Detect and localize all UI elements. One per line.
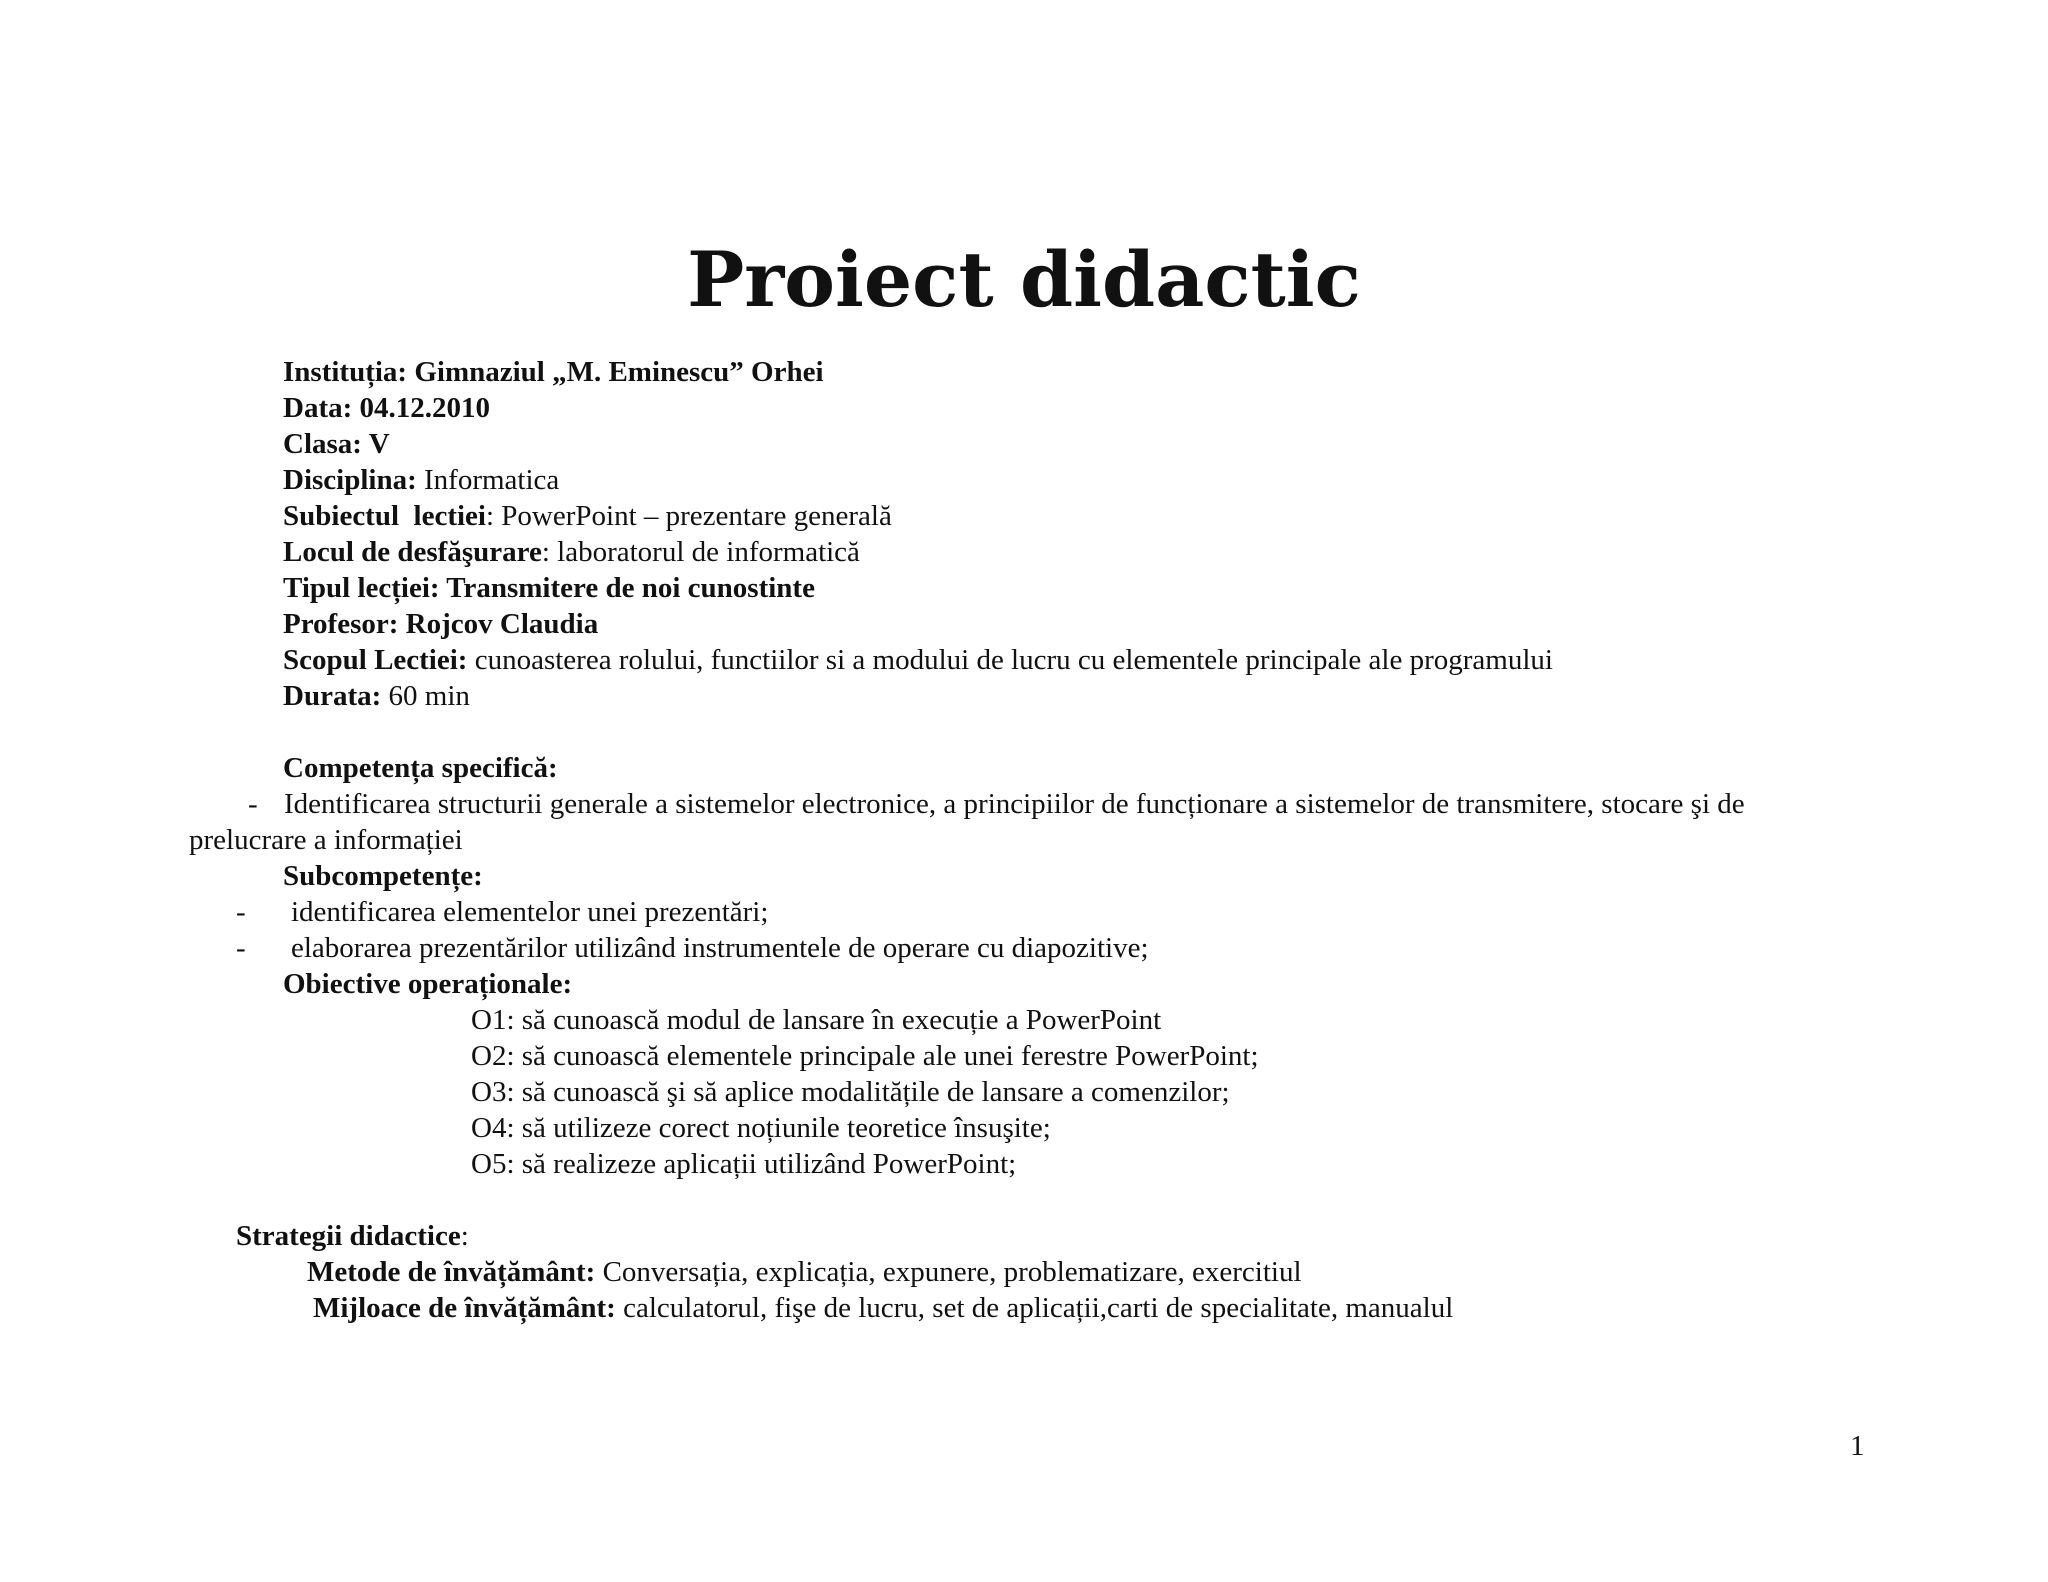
field-value: Gimnaziul „M. Eminescu” Orhei [414, 356, 824, 388]
field-institutia [283, 354, 824, 390]
field-clasa [283, 426, 390, 462]
field-locul [283, 534, 860, 570]
field-label: Locul de desfăşurare [283, 536, 542, 568]
field-label: Instituția: [283, 356, 408, 388]
subcompetente-heading: Subcompetențe: [283, 860, 483, 892]
field-value: 60 min [388, 680, 470, 712]
field-data [283, 390, 490, 426]
field-value: : PowerPoint – prezentare generală [485, 500, 892, 532]
obiective-heading: Obiective operaționale: [283, 968, 573, 1000]
field-label: Disciplina: [283, 464, 417, 496]
objective-item: O2: să cunoască elementele principale ale unei ferestre PowerPoint; [471, 1040, 1259, 1072]
field-label: Subiectul lectiei [283, 500, 486, 532]
field-value: Transmitere de noi cunostinte [446, 572, 815, 604]
bullet-dash: - [236, 932, 246, 964]
strategii-colon: : [460, 1220, 469, 1252]
field-label: Mijloace de învățământ: [313, 1292, 616, 1324]
objective-item: O4: să utilizeze corect noțiunile teoretice însuşite; [471, 1112, 1051, 1144]
field-disciplina [283, 462, 559, 498]
list-item [236, 894, 768, 930]
field-label: Profesor: [283, 608, 399, 640]
field-durata [283, 678, 470, 714]
objective-item: O1: să cunoască modul de lansare în execuție a PowerPoint [471, 1004, 1162, 1036]
strategii-metode [307, 1254, 1302, 1290]
strategii-mijloace [313, 1290, 1453, 1326]
bullet-dash: - [236, 896, 246, 928]
field-value: calculatorul, fişe de lucru, set de aplicații,carti de specialitate, manualul [623, 1292, 1454, 1324]
strategii-heading [236, 1218, 469, 1254]
bullet-dash: - [248, 788, 258, 820]
list-item [236, 930, 1149, 966]
objective-item: O3: să cunoască şi să aplice modalitățile de lansare a comenzilor; [471, 1076, 1230, 1108]
field-label: Durata: [283, 680, 382, 712]
field-value: Conversația, explicația, expunere, problematizare, exercitiul [602, 1256, 1302, 1288]
field-profesor [283, 606, 598, 642]
competenta-text-line1: Identificarea structurii generale a sistemelor electronice, a principiilor de funcționare a sistemelor de transmitere, stocare şi de [284, 788, 1745, 820]
field-label: Clasa: [283, 428, 362, 460]
objective-item: O5: să realizeze aplicații utilizând PowerPoint; [471, 1148, 1017, 1180]
field-label: Data: [283, 392, 353, 424]
field-value: : laboratorul de informatică [541, 536, 860, 568]
competenta-item [248, 786, 1745, 822]
competenta-heading: Competența specifică: [283, 752, 558, 784]
field-value: V [368, 428, 390, 460]
field-value: cunoasterea rolului, functiilor si a modului de lucru cu elementele principale ale programului [474, 644, 1553, 676]
competenta-text-line2: prelucrare a informației [189, 824, 463, 856]
page-number: 1 [1850, 1430, 1865, 1462]
field-label: Scopul Lectiei: [283, 644, 468, 676]
field-tipul [283, 570, 815, 606]
field-subiectul [283, 498, 892, 534]
field-value: Rojcov Claudia [405, 608, 599, 640]
field-label: Metode de învățământ: [307, 1256, 596, 1288]
strategii-heading-text: Strategii didactice [236, 1220, 461, 1252]
field-value: 04.12.2010 [359, 392, 491, 424]
field-label: Tipul lecției: [283, 572, 440, 604]
field-value: Informatica [424, 464, 560, 496]
list-item-text: identificarea elementelor unei prezentări; [291, 896, 769, 928]
list-item-text: elaborarea prezentărilor utilizând instrumentele de operare cu diapozitive; [291, 932, 1149, 964]
field-scopul [283, 642, 1553, 678]
page-title: Proiect didactic [687, 235, 1361, 324]
